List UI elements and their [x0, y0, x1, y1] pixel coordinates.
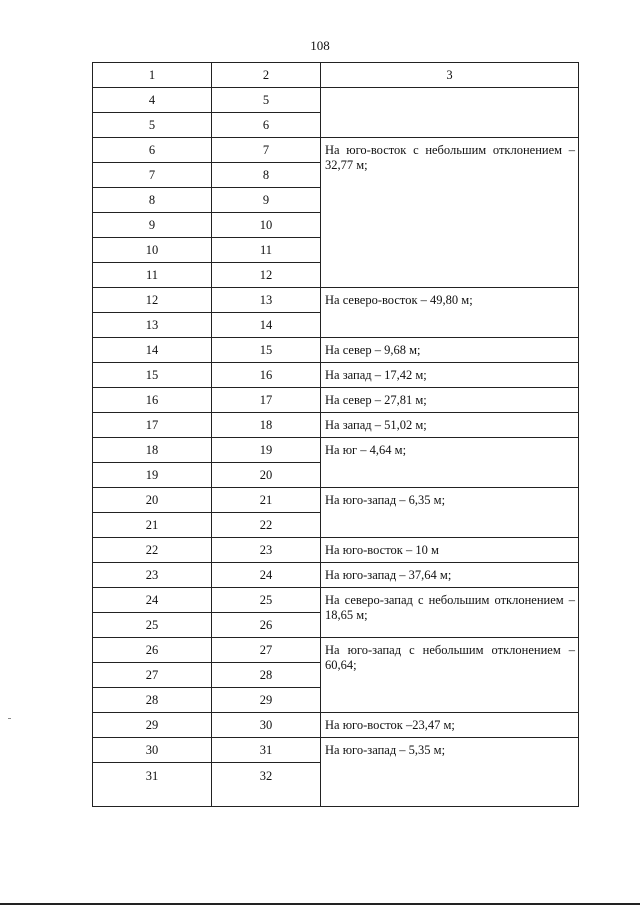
point-to: 32: [212, 763, 321, 807]
point-from: 7: [93, 163, 212, 188]
point-to: 24: [212, 563, 321, 588]
point-from: 19: [93, 463, 212, 488]
point-to: 15: [212, 338, 321, 363]
direction-text: На северо-запад с небольшим отклонением –: [325, 593, 575, 607]
direction-cell: [321, 588, 579, 638]
table-row: [93, 363, 579, 388]
table-row: [93, 488, 579, 513]
point-from: 15: [93, 363, 212, 388]
point-to: 5: [212, 88, 321, 113]
point-from: 27: [93, 663, 212, 688]
point-to: 6: [212, 113, 321, 138]
direction-cell: [321, 638, 579, 713]
point-to: 11: [212, 238, 321, 263]
point-from: 5: [93, 113, 212, 138]
point-from: 13: [93, 313, 212, 338]
table-row: [93, 738, 579, 763]
point-to: 9: [212, 188, 321, 213]
point-from: 25: [93, 613, 212, 638]
table-row: [93, 638, 579, 663]
column-header-1: 1: [93, 63, 212, 88]
point-to: 8: [212, 163, 321, 188]
point-from: 20: [93, 488, 212, 513]
point-from: 29: [93, 713, 212, 738]
point-to: 31: [212, 738, 321, 763]
point-to: 17: [212, 388, 321, 413]
direction-text-continued: 60,64;: [325, 658, 357, 672]
point-to: 22: [212, 513, 321, 538]
point-from: 21: [93, 513, 212, 538]
direction-text-continued: 32,77 м;: [325, 158, 368, 172]
point-to: 19: [212, 438, 321, 463]
point-from: 18: [93, 438, 212, 463]
point-from: 10: [93, 238, 212, 263]
direction-cell: На юго-запад – 37,64 м;: [321, 563, 579, 588]
point-from: 26: [93, 638, 212, 663]
column-header-2: 2: [212, 63, 321, 88]
direction-cell: На запад – 51,02 м;: [321, 413, 579, 438]
point-from: 30: [93, 738, 212, 763]
direction-cell: На юго-восток – 10 м: [321, 538, 579, 563]
scan-mark: [8, 718, 11, 719]
direction-cell: [321, 88, 579, 138]
point-from: 24: [93, 588, 212, 613]
table-row: [93, 588, 579, 613]
direction-cell: На юго-запад – 5,35 м;: [321, 738, 579, 807]
direction-cell: [321, 138, 579, 288]
direction-text: На юго-запад с небольшим отклонением –: [325, 643, 575, 657]
point-to: 23: [212, 538, 321, 563]
direction-cell: На запад – 17,42 м;: [321, 363, 579, 388]
column-header-3: 3: [321, 63, 579, 88]
table-row: [93, 713, 579, 738]
table-row: [93, 438, 579, 463]
point-from: 31: [93, 763, 212, 807]
table-row: [93, 88, 579, 113]
point-to: 25: [212, 588, 321, 613]
point-to: 12: [212, 263, 321, 288]
table-row: [93, 413, 579, 438]
point-to: 28: [212, 663, 321, 688]
point-from: 14: [93, 338, 212, 363]
point-to: 10: [212, 213, 321, 238]
direction-cell: На юго-запад – 6,35 м;: [321, 488, 579, 538]
table-row: [93, 388, 579, 413]
point-to: 14: [212, 313, 321, 338]
boundary-table: [92, 62, 579, 807]
direction-cell: На север – 27,81 м;: [321, 388, 579, 413]
direction-cell: На юг – 4,64 м;: [321, 438, 579, 488]
point-from: 9: [93, 213, 212, 238]
point-to: 20: [212, 463, 321, 488]
direction-text-continued: 18,65 м;: [325, 608, 368, 622]
point-from: 22: [93, 538, 212, 563]
direction-text: На юго-восток с небольшим отклонением –: [325, 143, 575, 157]
point-from: 4: [93, 88, 212, 113]
table-row: [93, 538, 579, 563]
point-from: 11: [93, 263, 212, 288]
point-to: 18: [212, 413, 321, 438]
direction-cell: На север – 9,68 м;: [321, 338, 579, 363]
point-from: 17: [93, 413, 212, 438]
point-to: 27: [212, 638, 321, 663]
table-row: [93, 138, 579, 163]
point-from: 23: [93, 563, 212, 588]
page-number: 108: [310, 38, 330, 53]
point-from: 8: [93, 188, 212, 213]
table-row: [93, 288, 579, 313]
point-from: 28: [93, 688, 212, 713]
point-to: 26: [212, 613, 321, 638]
direction-cell: На юго-восток –23,47 м;: [321, 713, 579, 738]
point-to: 16: [212, 363, 321, 388]
table-row: [93, 338, 579, 363]
point-to: 21: [212, 488, 321, 513]
point-to: 13: [212, 288, 321, 313]
point-to: 7: [212, 138, 321, 163]
table-row: [93, 563, 579, 588]
point-to: 29: [212, 688, 321, 713]
direction-cell: На северо-восток – 49,80 м;: [321, 288, 579, 338]
table-header-row: [93, 63, 579, 88]
point-from: 6: [93, 138, 212, 163]
point-to: 30: [212, 713, 321, 738]
point-from: 12: [93, 288, 212, 313]
point-from: 16: [93, 388, 212, 413]
